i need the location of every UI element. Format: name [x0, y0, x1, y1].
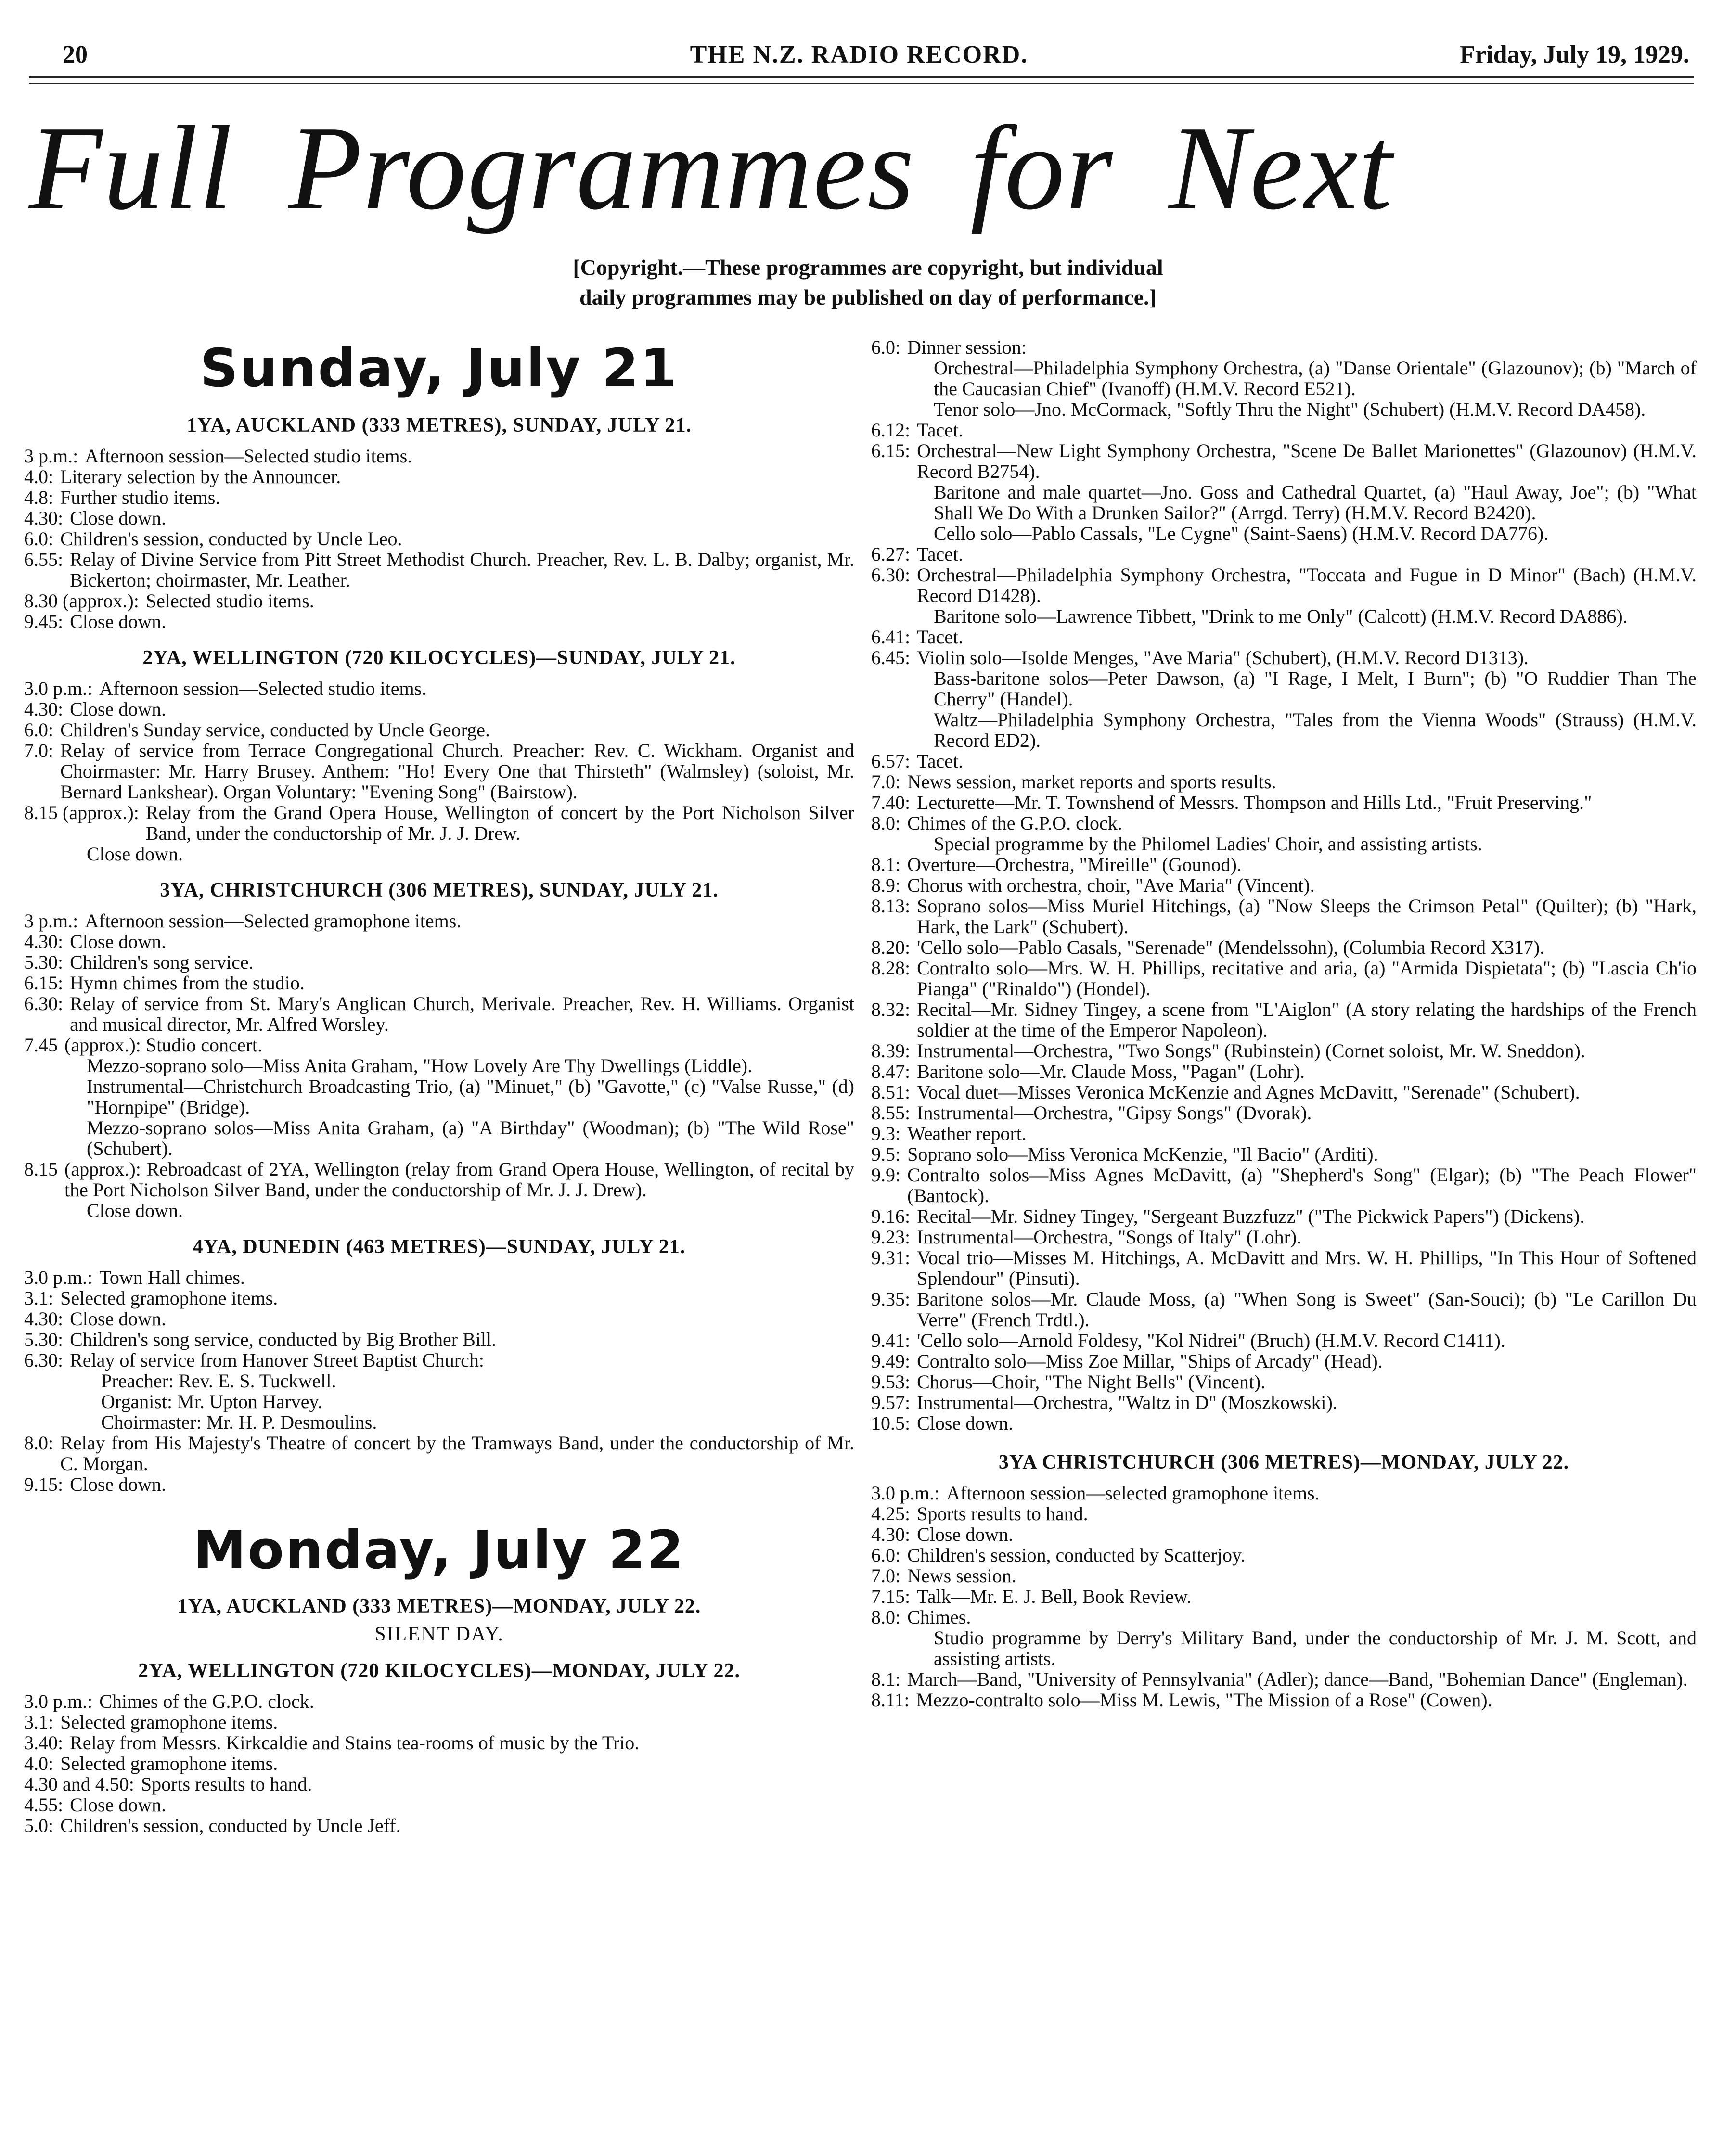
- item-time: 3 p.m.:: [24, 445, 78, 467]
- item-text: Close down.: [917, 1412, 1014, 1434]
- item-text: Afternoon session—selected gramophone items.: [946, 1482, 1320, 1504]
- programme-item: [24, 1815, 854, 1836]
- item-time: 5.30:: [24, 951, 64, 973]
- item-text: Relay from the Grand Opera House, Wellington of concert by the Port Nicholson Silver Band, under the conductorship of Mr. J. J. Drew.: [145, 802, 854, 844]
- item-text: Close down.: [70, 1473, 167, 1495]
- programme-item: [24, 611, 854, 632]
- programme-item: [24, 719, 854, 740]
- programme-item: [24, 1159, 854, 1200]
- item-text: Selected studio items.: [145, 590, 314, 612]
- item-text: Relay from His Majesty's Theatre of concert by the Tramways Band, under the conductorship of Mr. C. Morgan.: [60, 1432, 854, 1474]
- item-text: Relay of Divine Service from Pitt Street Methodist Church. Preacher, Rev. L. B. Dalby; organist, Mr. Bickerton; choirmaster, Mr. Leather.: [70, 549, 854, 591]
- station-heading: 1YA, AUCKLAND (333 METRES), SUNDAY, JULY 21.: [186, 414, 692, 436]
- header-rule: [29, 76, 1694, 78]
- page-header: [29, 34, 1689, 72]
- item-text: News session.: [907, 1565, 1016, 1587]
- copyright-line: daily programmes may be published on day of performance.]: [579, 285, 1157, 309]
- item-text: Baritone solos—Mr. Claude Moss, (a) "When Song is Sweet" (San-Souci); (b) "Le Carillon Du Verre" (French Trdtl.).: [917, 1288, 1697, 1331]
- programme-item: [24, 1712, 854, 1732]
- programme-item: [871, 875, 1697, 896]
- station-heading: 3YA CHRISTCHURCH (306 METRES)—MONDAY, JULY 22.: [998, 1451, 1569, 1473]
- item-text: Orchestral—Philadelphia Symphony Orchestra, "Toccata and Fugue in D Minor" (Bach) (H.M.V. Record D1428).: [917, 564, 1697, 606]
- item-text: Afternoon session—Selected gramophone items.: [85, 910, 462, 932]
- programme-item: [871, 1330, 1697, 1351]
- item-time: 9.53:: [871, 1371, 911, 1393]
- item-time: 9.41:: [871, 1330, 911, 1351]
- programme-item: [24, 1267, 854, 1288]
- item-text: Close down.: [70, 1794, 167, 1816]
- item-time: 7.0:: [24, 740, 54, 761]
- item-text: Tacet.: [917, 626, 964, 648]
- right-column: [871, 337, 1697, 1710]
- item-time: 4.30:: [24, 507, 64, 529]
- item-text: Town Hall chimes.: [99, 1267, 245, 1288]
- day-heading-sunday: Sunday, July 21: [200, 337, 679, 399]
- item-text: Selected gramophone items.: [60, 1753, 278, 1774]
- left-column: [24, 337, 854, 1836]
- programme-item: [871, 1040, 1697, 1061]
- programme-item: [24, 1433, 854, 1474]
- item-text: Further studio items.: [60, 487, 220, 508]
- programme-item: [871, 792, 1697, 813]
- item-text: Children's session, conducted by Uncle Leo.: [60, 528, 402, 550]
- item-text: Relay of service from Hanover Street Baptist Church:: [70, 1349, 484, 1371]
- programme-item: [871, 564, 1697, 606]
- item-time: 9.23:: [871, 1226, 911, 1248]
- programme-item: [871, 1524, 1697, 1545]
- item-text: Afternoon session—Selected studio items.: [99, 678, 427, 699]
- station-heading: 2YA, WELLINGTON (720 KILOCYCLES)—SUNDAY, JULY 21.: [142, 647, 736, 669]
- item-time: 9.3:: [871, 1123, 901, 1144]
- item-text: Relay from Messrs. Kirkcaldie and Stains tea-rooms of music by the Trio.: [70, 1732, 640, 1754]
- item-text: Chimes.: [907, 1606, 971, 1628]
- item-time: 9.31:: [871, 1247, 911, 1268]
- programme-item: [24, 1691, 854, 1712]
- programme-item: [24, 1035, 854, 1055]
- item-text: Weather report.: [907, 1123, 1027, 1144]
- item-time: 8.1:: [871, 854, 901, 875]
- programme-item: [871, 1503, 1697, 1524]
- station-heading: 1YA, AUCKLAND (333 METRES)—MONDAY, JULY 22.: [177, 1595, 701, 1617]
- item-time: 8.28:: [871, 957, 911, 979]
- item-time: 6.30:: [871, 564, 911, 586]
- item-text: Children's song service, conducted by Big Brother Bill.: [70, 1329, 497, 1350]
- item-time: 4.0:: [24, 466, 54, 487]
- item-text: Sports results to hand.: [141, 1773, 312, 1795]
- item-time: 4.30:: [24, 1308, 64, 1330]
- item-time: 9.35:: [871, 1288, 911, 1310]
- item-time: 8.32:: [871, 999, 911, 1020]
- item-time: 6.30:: [24, 993, 64, 1014]
- item-text: Close down.: [70, 611, 167, 632]
- programme-item: [871, 813, 1697, 833]
- programme-item: [871, 1206, 1697, 1227]
- item-text: 'Cello solo—Arnold Foldesy, "Kol Nidrei" (Bruch) (H.M.V. Record C1411).: [917, 1330, 1505, 1351]
- programme-item: [24, 910, 854, 931]
- item-text: Children's song service.: [70, 951, 254, 973]
- programme-item: [871, 1144, 1697, 1165]
- item-time: 3.0 p.m.:: [24, 678, 93, 699]
- item-text: Chorus with orchestra, choir, "Ave Maria" (Vincent).: [907, 874, 1315, 896]
- header-rule-thin: [29, 83, 1694, 84]
- programme-item: [24, 590, 854, 611]
- close-down-note: Close down.: [87, 843, 183, 865]
- programme-item: [24, 952, 854, 973]
- item-time: 4.30:: [24, 931, 64, 952]
- item-time: 9.57:: [871, 1392, 911, 1413]
- item-text: Close down.: [70, 931, 167, 952]
- item-time: 7.0:: [871, 1565, 901, 1587]
- sub-item: Preacher: Rev. E. S. Tuckwell.: [101, 1370, 336, 1392]
- item-time: 5.0:: [24, 1815, 54, 1836]
- programme-item: [871, 337, 1697, 358]
- item-text: Selected gramophone items.: [60, 1287, 278, 1309]
- item-time: 8.0:: [24, 1432, 54, 1454]
- sub-item: Mezzo-soprano solo—Miss Anita Graham, "How Lovely Are Thy Dwellings (Liddle).: [87, 1055, 753, 1076]
- item-time: 4.0:: [24, 1753, 54, 1774]
- item-text: Contralto solo—Miss Zoe Millar, "Ships of Arcady" (Head).: [917, 1350, 1383, 1372]
- item-text: Relay of service from St. Mary's Anglican Church, Merivale. Preacher, Rev. H. Williams. Organist and musical director, Mr. Alfred Worsley.: [70, 993, 854, 1035]
- station-3ya-monday: [871, 1451, 1697, 1710]
- item-text: Violin solo—Isolde Menges, "Ave Maria" (Schubert), (H.M.V. Record D1313).: [917, 647, 1529, 668]
- programme-item: [871, 751, 1697, 771]
- item-text: Hymn chimes from the studio.: [70, 972, 305, 994]
- item-text: Mezzo-contralto solo—Miss M. Lewis, "The Mission of a Rose" (Cowen).: [916, 1689, 1492, 1711]
- item-time: 9.15:: [24, 1473, 64, 1495]
- station-2ya-monday-evening: [871, 337, 1697, 1434]
- item-time: 7.45: [24, 1034, 58, 1056]
- sub-item: Waltz—Philadelphia Symphony Orchestra, "Tales from the Vienna Woods" (Strauss) (H.M.V. Record ED2).: [934, 709, 1697, 751]
- programme-item: [871, 627, 1697, 647]
- sub-item: Studio programme by Derry's Military Band, under the conductorship of Mr. J. M. Scott, and assisting artists.: [934, 1627, 1697, 1669]
- item-text: Baritone solo—Mr. Claude Moss, "Pagan" (Lohr).: [917, 1061, 1305, 1082]
- item-time: 6.15:: [24, 972, 64, 994]
- item-time: 8.15 (approx.):: [24, 802, 139, 823]
- programme-item: [24, 549, 854, 590]
- item-text: Dinner session:: [907, 336, 1027, 358]
- item-text: Overture—Orchestra, "Mireille" (Gounod).: [907, 854, 1242, 875]
- newspaper-title: THE N.Z. RADIO RECORD.: [690, 41, 1029, 68]
- item-text: Close down.: [70, 1308, 167, 1330]
- copyright-notice: [0, 253, 1736, 312]
- programme-item: [871, 999, 1697, 1040]
- programme-item: [24, 508, 854, 528]
- station-heading: 4YA, DUNEDIN (463 METRES)—SUNDAY, JULY 21.: [193, 1236, 686, 1258]
- item-time: 4.30:: [24, 698, 64, 720]
- programme-item: [24, 678, 854, 699]
- item-text: Talk—Mr. E. J. Bell, Book Review.: [917, 1586, 1192, 1607]
- item-time: 3 p.m.:: [24, 910, 78, 932]
- programme-item: [24, 1732, 854, 1753]
- programme-item: [871, 1565, 1697, 1586]
- item-time: 3.1:: [24, 1711, 54, 1733]
- item-time: 9.16:: [871, 1205, 911, 1227]
- item-time: 9.9:: [871, 1164, 901, 1186]
- item-text: March—Band, "University of Pennsylvania" (Adler); dance—Band, "Bohemian Dance" (Engleman).: [907, 1668, 1688, 1690]
- sub-item: Baritone solo—Lawrence Tibbett, "Drink to me Only" (Calcott) (H.M.V. Record DA886).: [934, 605, 1628, 627]
- programme-item: [871, 1483, 1697, 1503]
- programme-item: [24, 446, 854, 466]
- item-text: Vocal duet—Misses Veronica McKenzie and Agnes McDavitt, "Serenade" (Schubert).: [917, 1081, 1580, 1103]
- item-time: 8.13:: [871, 895, 911, 917]
- sub-item: Baritone and male quartet—Jno. Goss and Cathedral Quartet, (a) "Haul Away, Joe"; (b) "What Shall We Do With a Drunken Sailor?" (Arrgd. Terry) (H.M.V. Record B2420).: [934, 481, 1697, 524]
- item-time: 3.0 p.m.:: [871, 1482, 940, 1504]
- item-time: 4.55:: [24, 1794, 64, 1816]
- station-2ya-sunday: [24, 646, 854, 864]
- issue-date: Friday, July 19, 1929.: [1460, 41, 1689, 68]
- item-time: 8.15: [24, 1158, 58, 1180]
- item-time: 6.27:: [871, 543, 911, 565]
- programme-item: [24, 802, 854, 844]
- programme-item: [871, 1669, 1697, 1690]
- programme-item: [24, 466, 854, 487]
- programme-item: [871, 1165, 1697, 1206]
- item-text: Sports results to hand.: [917, 1503, 1088, 1524]
- item-time: 8.51:: [871, 1081, 911, 1103]
- programme-item: [871, 937, 1697, 958]
- item-time: 3.1:: [24, 1287, 54, 1309]
- item-text: Chimes of the G.P.O. clock.: [907, 812, 1122, 834]
- item-time: 6.55:: [24, 549, 64, 570]
- item-time: 7.0:: [871, 771, 901, 793]
- programme-item: [871, 1607, 1697, 1627]
- item-text: Selected gramophone items.: [60, 1711, 278, 1733]
- item-time: 8.55:: [871, 1102, 911, 1124]
- programme-item: [871, 1082, 1697, 1102]
- sub-item: Tenor solo—Jno. McCormack, "Softly Thru the Night" (Schubert) (H.M.V. Record DA458).: [934, 398, 1646, 420]
- item-text: Tacet.: [917, 543, 964, 565]
- item-text: Children's session, conducted by Uncle Jeff.: [60, 1815, 401, 1836]
- programme-item: [871, 1289, 1697, 1330]
- programme-item: [24, 1308, 854, 1329]
- item-text: Children's session, conducted by Scatterjoy.: [907, 1544, 1246, 1566]
- item-time: 6.15:: [871, 440, 911, 461]
- programme-item: [871, 544, 1697, 564]
- close-down-note: Close down.: [87, 1200, 183, 1221]
- item-text: Contralto solos—Miss Agnes McDavitt, (a) "Shepherd's Song" (Elgar); (b) "The Peach Flower" (Bantock).: [907, 1164, 1697, 1206]
- page-number: 20: [63, 41, 88, 68]
- programme-item: [24, 740, 854, 802]
- item-text: Chorus—Choir, "The Night Bells" (Vincent).: [917, 1371, 1266, 1393]
- item-text: Children's Sunday service, conducted by Uncle George.: [60, 719, 490, 741]
- item-time: 6.41:: [871, 626, 911, 648]
- item-time: 10.5:: [871, 1412, 911, 1434]
- item-time: 6.30:: [24, 1349, 64, 1371]
- item-time: 6.0:: [871, 336, 901, 358]
- programme-item: [871, 1102, 1697, 1123]
- sub-item: Cello solo—Pablo Cassals, "Le Cygne" (Saint-Saens) (H.M.V. Record DA776).: [934, 523, 1549, 544]
- item-text: Instrumental—Orchestra, "Waltz in D" (Moszkowski).: [917, 1392, 1337, 1413]
- item-text: Instrumental—Orchestra, "Songs of Italy" (Lohr).: [917, 1226, 1302, 1248]
- item-time: 6.0:: [24, 528, 54, 550]
- item-time: 4.25:: [871, 1503, 911, 1524]
- item-text: (approx.): Rebroadcast of 2YA, Wellington (relay from Grand Opera House, Wellington, of recital by the Port Nicholson Silver Band, under the conductorship of Mr. J. J. Drew).: [64, 1158, 854, 1201]
- item-time: 7.40:: [871, 792, 911, 813]
- item-text: Vocal trio—Misses M. Hitchings, A. McDavitt and Mrs. W. H. Phillips, "In This Hour of Softened Splendour" (Pinsuti).: [917, 1247, 1697, 1289]
- programme-item: [871, 1351, 1697, 1371]
- copyright-line: [Copyright.—These programmes are copyright, but individual: [573, 255, 1163, 280]
- programme-item: [871, 1413, 1697, 1434]
- programme-item: [871, 854, 1697, 875]
- item-time: 3.40:: [24, 1732, 64, 1754]
- item-text: Orchestral—New Light Symphony Orchestra, "Scene De Ballet Marionettes" (Glazounov) (H.M.V. Record B2754).: [917, 440, 1697, 482]
- sub-item: Organist: Mr. Upton Harvey.: [101, 1391, 322, 1412]
- programme-item: [24, 1774, 854, 1794]
- item-time: 6.57:: [871, 750, 911, 772]
- item-text: Chimes of the G.P.O. clock.: [99, 1691, 314, 1712]
- item-time: 5.30:: [24, 1329, 64, 1350]
- item-time: 8.47:: [871, 1061, 911, 1082]
- item-text: Soprano solo—Miss Veronica McKenzie, "Il Bacio" (Arditi).: [907, 1143, 1378, 1165]
- programme-item: [24, 973, 854, 993]
- silent-day-note: SILENT DAY.: [374, 1623, 504, 1645]
- programme-item: [871, 1227, 1697, 1247]
- item-text: Instrumental—Orchestra, "Two Songs" (Rubinstein) (Cornet soloist, Mr. W. Sneddon).: [917, 1040, 1585, 1062]
- station-4ya-sunday: [24, 1235, 854, 1495]
- item-text: Contralto solo—Mrs. W. H. Phillips, recitative and aria, (a) "Armida Dispietata"; (b) "Lascia Ch'io Pianga" ("Rinaldo") (Hondel).: [917, 957, 1697, 999]
- item-time: 4.30:: [871, 1524, 911, 1545]
- programme-item: [24, 1329, 854, 1350]
- day-heading-monday: Monday, July 22: [193, 1519, 685, 1581]
- programme-item: [871, 647, 1697, 668]
- programme-item: [24, 1753, 854, 1774]
- item-time: 9.5:: [871, 1143, 901, 1165]
- programme-item: [871, 958, 1697, 999]
- station-1ya-sunday: [24, 414, 854, 632]
- item-text: Recital—Mr. Sidney Tingey, a scene from "L'Aiglon" (A story relating the hardships of the French soldier at the time of the Emperor Napoleon).: [917, 999, 1697, 1041]
- programme-item: [871, 1123, 1697, 1144]
- programme-item: [871, 1392, 1697, 1413]
- programme-item: [24, 528, 854, 549]
- station-heading: 3YA, CHRISTCHURCH (306 METRES), SUNDAY, JULY 21.: [160, 879, 719, 901]
- item-time: 4.30 and 4.50:: [24, 1773, 134, 1795]
- station-3ya-sunday: [24, 879, 854, 1221]
- station-1ya-monday: [24, 1595, 854, 1645]
- programme-item: [24, 1474, 854, 1495]
- programme-item: [871, 1061, 1697, 1082]
- item-time: 3.0 p.m.:: [24, 1691, 93, 1712]
- sub-item: Instrumental—Christchurch Broadcasting Trio, (a) "Minuet," (b) "Gavotte," (c) "Valse Russe," (d) "Hornpipe" (Bridge).: [87, 1076, 854, 1118]
- item-time: 4.8:: [24, 487, 54, 508]
- headline: Full Programmes for Next: [29, 102, 1393, 235]
- station-heading: 2YA, WELLINGTON (720 KILOCYCLES)—MONDAY, JULY 22.: [138, 1660, 740, 1682]
- item-time: 8.20:: [871, 936, 911, 958]
- item-text: (approx.): Studio concert.: [64, 1034, 262, 1056]
- item-text: Close down.: [70, 698, 167, 720]
- programme-item: [24, 1288, 854, 1308]
- programme-item: [871, 1545, 1697, 1565]
- item-time: 6.0:: [871, 1544, 901, 1566]
- item-time: 8.30 (approx.):: [24, 590, 139, 612]
- programme-item: [871, 440, 1697, 482]
- item-text: Literary selection by the Announcer.: [60, 466, 341, 487]
- item-text: Instrumental—Orchestra, "Gipsy Songs" (Dvorak).: [917, 1102, 1312, 1124]
- item-text: Recital—Mr. Sidney Tingey, "Sergeant Buzzfuzz" ("The Pickwick Papers") (Dickens).: [917, 1205, 1585, 1227]
- item-text: Lecturette—Mr. T. Townshend of Messrs. Thompson and Hills Ltd., "Fruit Preserving.": [917, 792, 1592, 813]
- item-text: Tacet.: [917, 750, 964, 772]
- item-time: 7.15:: [871, 1586, 911, 1607]
- programme-item: [24, 1350, 854, 1371]
- sub-item: Orchestral—Philadelphia Symphony Orchestra, (a) "Danse Orientale" (Glazounov); (b) "March of the Caucasian Chief" (Ivanoff) (H.M.V. Record E521).: [934, 357, 1697, 399]
- item-time: 3.0 p.m.:: [24, 1267, 93, 1288]
- item-time: 8.1:: [871, 1668, 901, 1690]
- item-text: Relay of service from Terrace Congregational Church. Preacher: Rev. C. Wickham. Organist and Choirmaster: Mr. Harry Brusey. Anthem: "Ho! Every One that Thirsteth" (Walmsley) (soloist, Mr. Bernard Lankshear). Organ Voluntary: "Evening Song" (Bairstow).: [60, 740, 854, 803]
- station-2ya-monday: [24, 1659, 854, 1836]
- programme-item: [871, 1690, 1697, 1710]
- programme-item: [871, 1371, 1697, 1392]
- item-time: 6.12:: [871, 419, 911, 441]
- programme-item: [871, 771, 1697, 792]
- programme-item: [24, 487, 854, 508]
- sub-item: Special programme by the Philomel Ladies' Choir, and assisting artists.: [934, 833, 1482, 855]
- item-time: 8.11:: [871, 1689, 910, 1711]
- programme-item: [24, 993, 854, 1035]
- programme-item: [871, 896, 1697, 937]
- item-text: Close down.: [70, 507, 167, 529]
- item-time: 8.9:: [871, 874, 901, 896]
- item-text: News session, market reports and sports results.: [907, 771, 1276, 793]
- item-time: 6.0:: [24, 719, 54, 741]
- item-time: 9.49:: [871, 1350, 911, 1372]
- programme-item: [871, 1247, 1697, 1289]
- programme-item: [871, 420, 1697, 440]
- sub-item: Choirmaster: Mr. H. P. Desmoulins.: [101, 1411, 377, 1433]
- programme-item: [24, 1794, 854, 1815]
- item-time: 6.45:: [871, 647, 911, 668]
- item-time: 9.45:: [24, 611, 64, 632]
- programme-item: [24, 699, 854, 719]
- programme-item: [871, 1586, 1697, 1607]
- item-text: Soprano solos—Miss Muriel Hitchings, (a) "Now Sleeps the Crimson Petal" (Quilter); (b) "Hark, Hark, the Lark" (Schubert).: [917, 895, 1697, 937]
- item-time: 8.0:: [871, 1606, 901, 1628]
- programme-item: [24, 931, 854, 952]
- item-text: 'Cello solo—Pablo Casals, "Serenade" (Mendelssohn), (Columbia Record X317).: [917, 936, 1545, 958]
- item-text: Afternoon session—Selected studio items.: [85, 445, 412, 467]
- sub-item: Mezzo-soprano solos—Miss Anita Graham, (a) "A Birthday" (Woodman); (b) "The Wild Rose" (Schubert).: [87, 1117, 854, 1159]
- item-time: 8.0:: [871, 812, 901, 834]
- item-text: Tacet.: [917, 419, 964, 441]
- sub-item: Bass-baritone solos—Peter Dawson, (a) "I Rage, I Melt, I Burn"; (b) "O Ruddier Than The Cherry" (Handel).: [934, 667, 1697, 710]
- item-text: Close down.: [917, 1524, 1014, 1545]
- item-time: 8.39:: [871, 1040, 911, 1062]
